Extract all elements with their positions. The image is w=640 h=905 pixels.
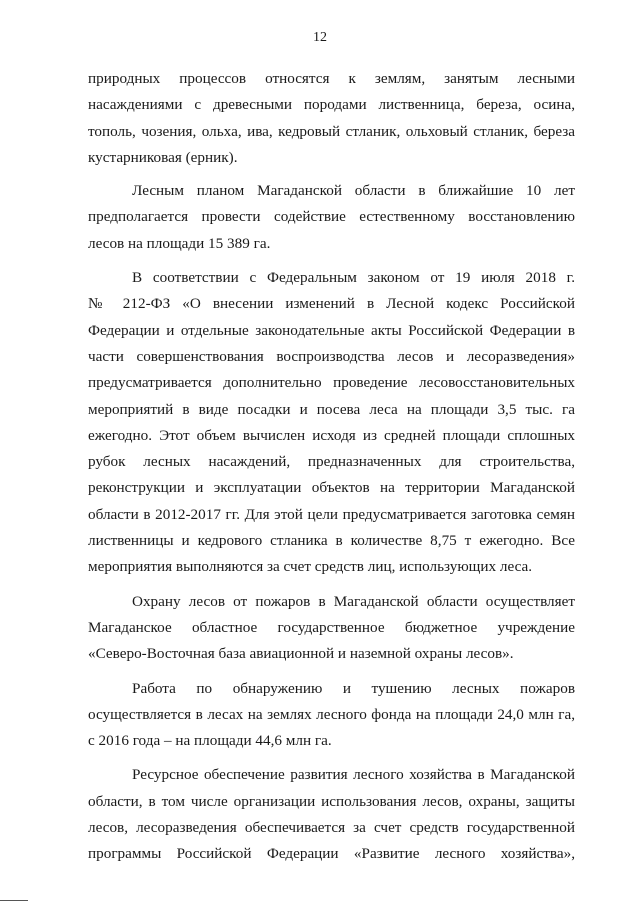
text-line: Магаданское областное государственное бюджетное учреждение [88,618,575,636]
text-line: ежегодно. Этот объем вычислен исходя из средней площади сплошных [88,426,575,444]
text-line: В соответствии с Федеральным законом от 19 июля 2018 г. [132,269,575,287]
text-line: осуществляется в лесах на землях лесного фонда на площади 24,0 млн га, [88,705,575,723]
text-line: мероприятия выполняются за счет средств лиц, использующих леса. [88,558,533,576]
text-line: предусматривается дополнительно проведение лесовосстановительных [88,374,575,392]
text-line: Охрану лесов от пожаров в Магаданской области осуществляет [132,592,575,610]
text-line: лесов на площади 15 389 га. [88,234,271,252]
text-line: кустарниковая (ерник). [88,148,238,166]
text-line: «Северо-Восточная база авиационной и наземной охраны лесов». [88,645,514,663]
text-line: программы Российской Федерации «Развитие лесного хозяйства», [88,845,575,863]
paragraph [88,66,575,171]
text-line: тополь, чозения, ольха, ива, кедровый стланик, ольховый стланик, береза [88,122,575,140]
margin-mark [0,900,28,901]
text-line: лиственницы и кедрового стланика в количестве 8,75 т ежегодно. Все [88,532,575,550]
text-line: Федерации и отдельные законодательные акты Российской Федерации в [88,321,575,339]
text-line: Ресурсное обеспечение развития лесного хозяйства в Магаданской [132,766,575,784]
paragraph [88,589,575,668]
paragraph [88,762,575,867]
text-line: Лесным планом Магаданской области в ближайшие 10 лет [132,182,575,200]
paragraph [88,178,575,257]
text-line: предполагается провести содействие естественному восстановлению [88,208,575,226]
text-line: с 2016 года – на площади 44,6 млн га. [88,732,332,750]
document-body [88,66,575,868]
text-line: мероприятий в виде посадки и посева леса на площади 3,5 тыс. га [88,400,575,418]
text-line: рубок лесных насаждений, предназначенных для строительства, [88,453,575,471]
text-line: Работа по обнаружению и тушению лесных пожаров [132,679,575,697]
text-line: реконструкции и эксплуатации объектов на территории Магаданской [88,479,575,497]
page-number: 12 [313,30,327,45]
text-line: лесов, лесоразведения обеспечивается за счет средств государственной [88,819,575,837]
paragraph [88,265,575,581]
text-line: насаждениями с древесными породами лиственница, береза, осина, [88,96,575,114]
text-line: природных процессов относятся к землям, занятым лесными [88,70,575,87]
text-line: области, в том числе организации использования лесов, охраны, защиты [88,792,575,810]
text-line: № 212-ФЗ «О внесении изменений в Лесной кодекс Российской [88,295,575,313]
text-line: области в 2012-2017 гг. Для этой цели предусматривается заготовка семян [88,505,575,523]
paragraph [88,676,575,755]
text-line: части совершенствования воспроизводства лесов и лесоразведения» [88,347,575,365]
